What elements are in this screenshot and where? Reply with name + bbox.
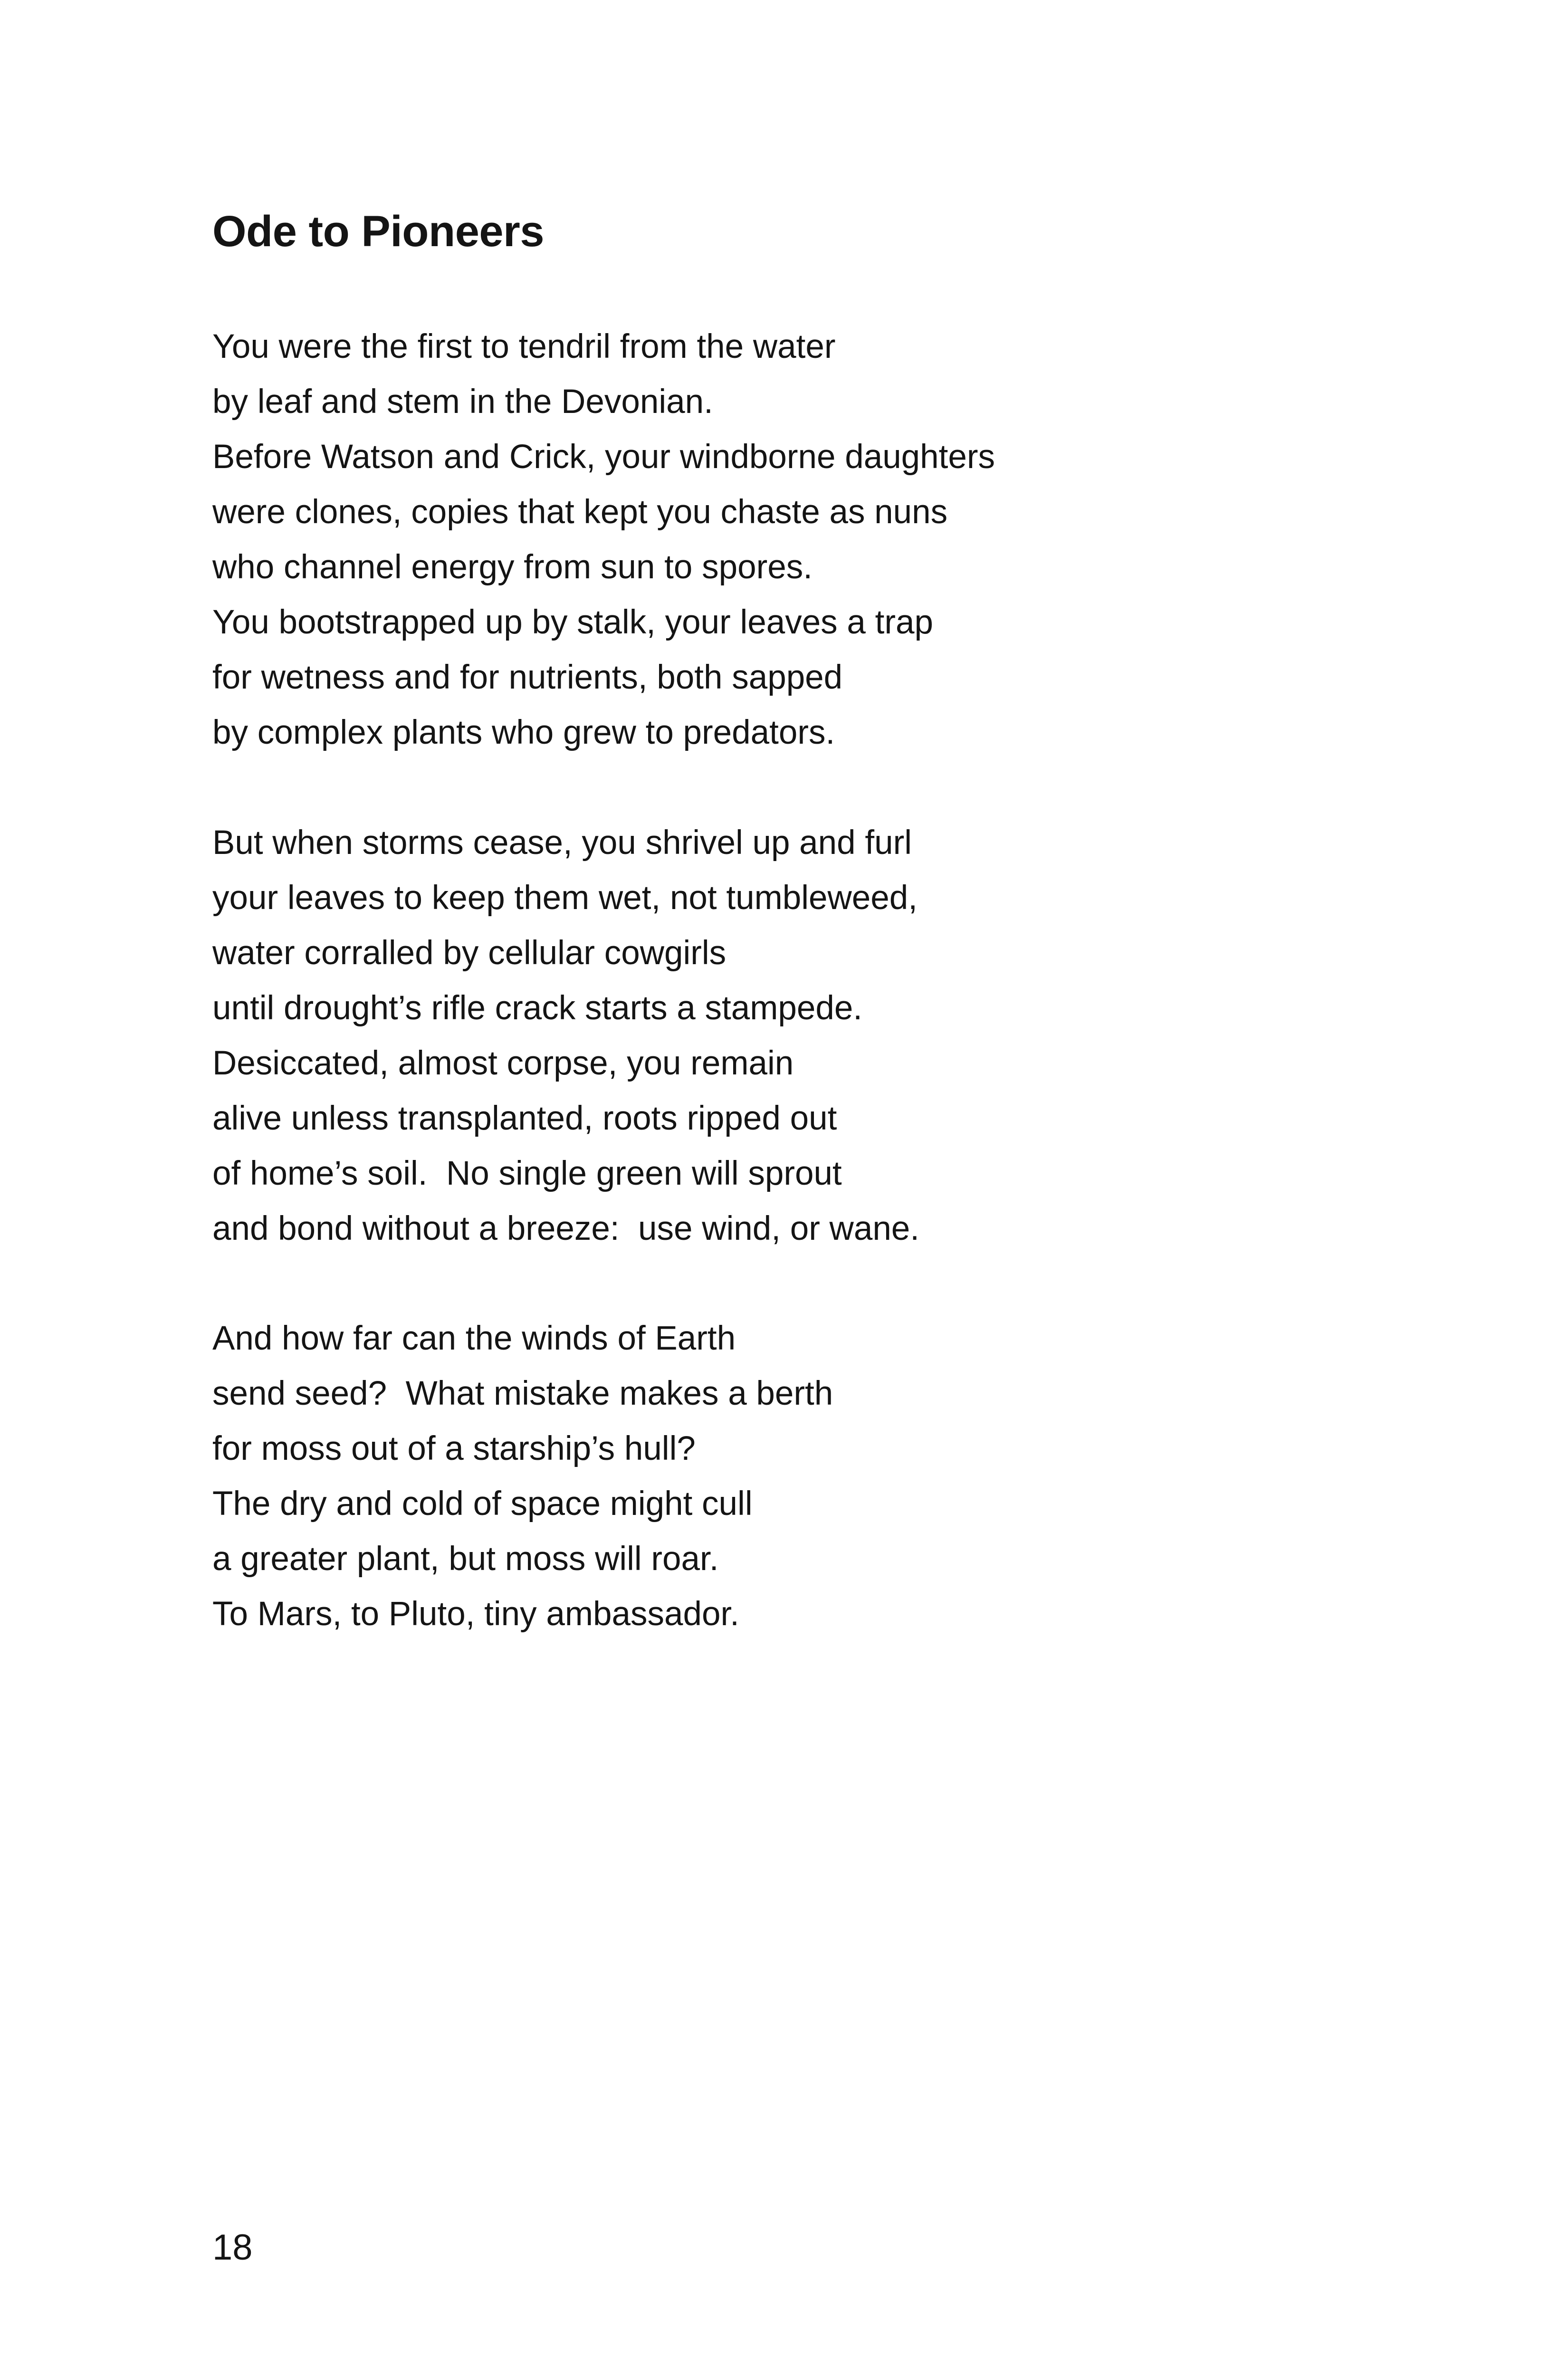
poem-line: You bootstrapped up by stalk, your leaves a trap [212,604,933,641]
poem-line: who channel energy from sun to spores. [212,548,813,586]
poem-line: The dry and cold of space might cull [212,1485,753,1523]
poem-line: You were the first to tendril from the water [212,328,836,365]
stanza-1 [212,319,995,760]
poem-line: alive unless transplanted, roots ripped out [212,1100,837,1137]
poem-line: And how far can the winds of Earth [212,1320,736,1357]
poem-line: by complex plants who grew to predators. [212,714,835,751]
page-number: 18 [212,2227,253,2268]
poem-line: of home’s soil. No single green will sprout [212,1155,842,1192]
poem-line: send seed? What mistake makes a berth [212,1375,833,1412]
poem-line: Before Watson and Crick, your windborne daughters [212,438,995,476]
poem-line: until drought’s rifle crack starts a stampede. [212,989,863,1027]
poem-line: were clones, copies that kept you chaste as nuns [212,493,948,531]
poem-title: Ode to Pioneers [212,207,544,256]
stanza-2 [212,815,919,1256]
poem-line: Desiccated, almost corpse, you remain [212,1044,794,1082]
poem-line: for moss out of a starship’s hull? [212,1430,696,1467]
poem-line: To Mars, to Pluto, tiny ambassador. [212,1595,739,1633]
poem-line: water corralled by cellular cowgirls [212,934,727,972]
stanza-3 [212,1311,833,1642]
poem-line: for wetness and for nutrients, both sapped [212,659,843,696]
poem-line: and bond without a breeze: use wind, or wane. [212,1210,920,1247]
poem-line: by leaf and stem in the Devonian. [212,383,713,421]
poem-line: a greater plant, but moss will roar. [212,1540,719,1578]
poem-line: your leaves to keep them wet, not tumbleweed, [212,879,918,917]
poem-line: But when storms cease, you shrivel up and furl [212,824,912,862]
